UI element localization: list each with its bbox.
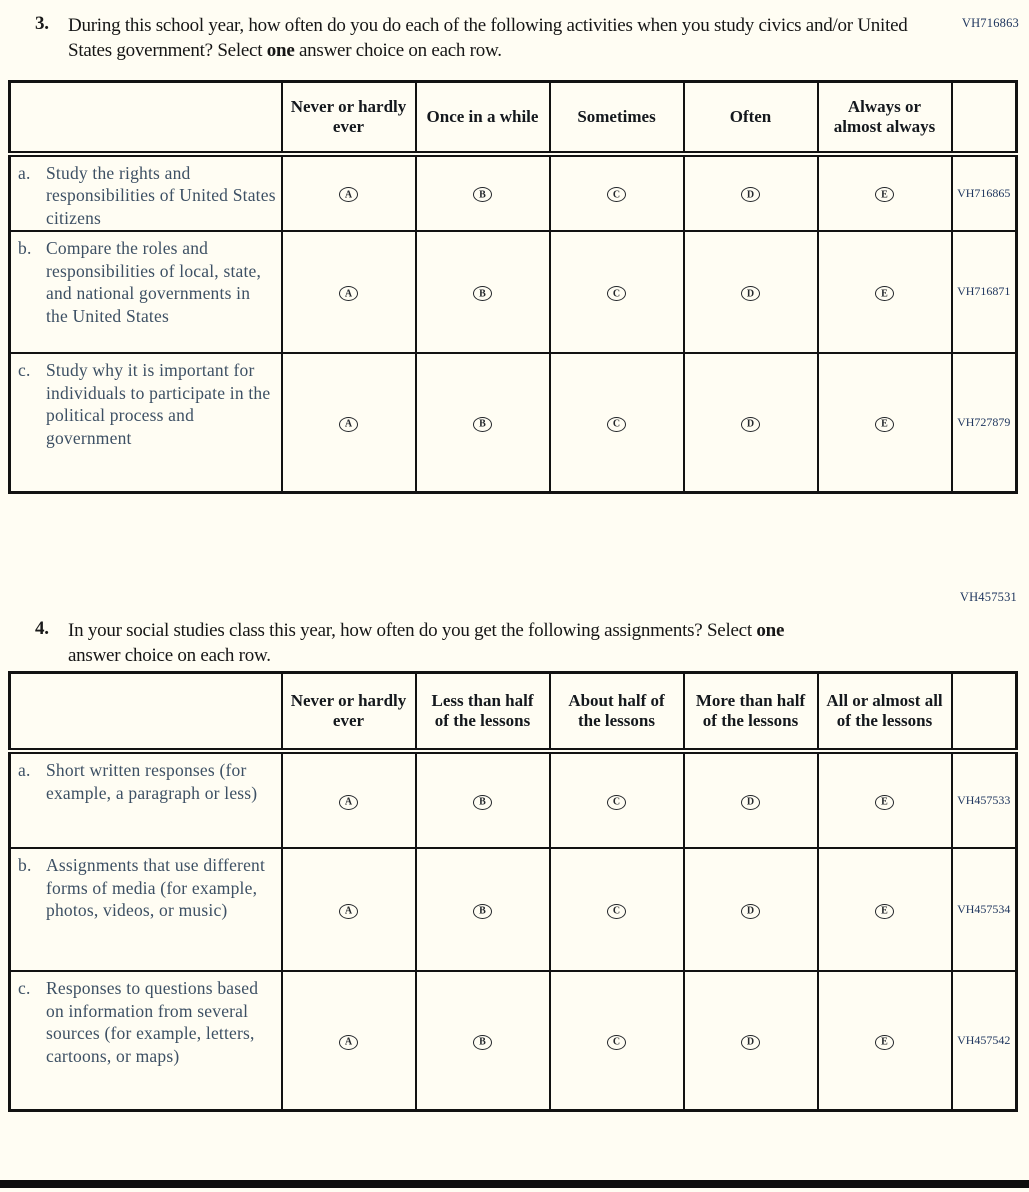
- q4a-option-b[interactable]: [416, 751, 550, 848]
- question3-text-end: answer choice on each row.: [294, 40, 502, 61]
- q3c-option-b[interactable]: [416, 353, 550, 493]
- answer-bubble-e[interactable]: E: [875, 187, 894, 202]
- q3b-option-b[interactable]: [416, 231, 550, 353]
- page-edge-bar: [0, 1180, 1029, 1188]
- q3b-option-e[interactable]: [818, 231, 952, 353]
- answer-bubble-c[interactable]: C: [607, 795, 626, 810]
- row-label: Study why it is important for individuals to participate in the political process and government: [46, 359, 271, 448]
- row-label-cell: [10, 848, 282, 971]
- header-never-hardly-ever: Never or hardly ever: [282, 82, 416, 154]
- answer-bubble-a[interactable]: A: [339, 1035, 358, 1050]
- q4a-option-a[interactable]: [282, 751, 416, 848]
- answer-bubble-b[interactable]: B: [473, 1035, 492, 1050]
- answer-bubble-d[interactable]: D: [741, 417, 760, 432]
- question4-header-row: [10, 673, 1017, 751]
- row-accession-code: VH457533: [952, 751, 1017, 848]
- q4b-option-a[interactable]: [282, 848, 416, 971]
- row-item-letter: b.: [18, 854, 32, 875]
- q3a-option-e[interactable]: [818, 154, 952, 231]
- question3-text: [68, 13, 910, 63]
- answer-bubble-c[interactable]: C: [607, 417, 626, 432]
- question3-text-bold: one: [266, 40, 295, 61]
- q4a-option-d[interactable]: [684, 751, 818, 848]
- q3a-option-b[interactable]: [416, 154, 550, 231]
- question4-number: 4.: [35, 618, 49, 640]
- answer-bubble-b[interactable]: B: [473, 795, 492, 810]
- table-row: [10, 848, 1017, 971]
- answer-bubble-e[interactable]: E: [875, 286, 894, 301]
- row-label: Responses to questions based on information from several sources (for example, letters, cartoons, or maps): [46, 977, 259, 1066]
- answer-bubble-e[interactable]: E: [875, 1035, 894, 1050]
- row-accession-code: VH716871: [952, 231, 1017, 353]
- table-row: [10, 231, 1017, 353]
- header-all-or-almost-all: All or almost all of the lessons: [818, 673, 952, 751]
- question3-header-row: [10, 82, 1017, 154]
- row-label-cell: [10, 154, 282, 231]
- q4c-option-e[interactable]: [818, 971, 952, 1111]
- answer-bubble-d[interactable]: D: [741, 286, 760, 301]
- row-item-letter: a.: [18, 162, 31, 183]
- row-label-cell: [10, 231, 282, 353]
- header-less-than-half: Less than half of the lessons: [416, 673, 550, 751]
- question4-text-bold: one: [756, 620, 785, 642]
- row-item-letter: c.: [18, 977, 31, 998]
- questionnaire-page: [0, 13, 1029, 1192]
- header-code-blank: [952, 673, 1017, 751]
- row-item-letter: a.: [18, 759, 31, 780]
- q4b-option-e[interactable]: [818, 848, 952, 971]
- answer-bubble-c[interactable]: C: [607, 187, 626, 202]
- header-often: Often: [684, 82, 818, 154]
- table-row: [10, 353, 1017, 493]
- q4c-option-c[interactable]: [550, 971, 684, 1111]
- table-row: [10, 751, 1017, 848]
- row-label: Compare the roles and responsibilities of local, state, and national governments in the United States: [46, 237, 262, 326]
- header-more-than-half: More than half of the lessons: [684, 673, 818, 751]
- question3-prompt: [35, 13, 910, 63]
- q4b-option-c[interactable]: [550, 848, 684, 971]
- q3b-option-d[interactable]: [684, 231, 818, 353]
- q3c-option-c[interactable]: [550, 353, 684, 493]
- header-code-blank: [952, 82, 1017, 154]
- table-row: [10, 971, 1017, 1111]
- answer-bubble-d[interactable]: D: [741, 904, 760, 919]
- answer-bubble-e[interactable]: E: [875, 795, 894, 810]
- q4b-option-b[interactable]: [416, 848, 550, 971]
- answer-bubble-a[interactable]: A: [339, 286, 358, 301]
- q3a-option-a[interactable]: [282, 154, 416, 231]
- q4b-option-d[interactable]: [684, 848, 818, 971]
- answer-bubble-a[interactable]: A: [339, 795, 358, 810]
- answer-bubble-a[interactable]: A: [339, 904, 358, 919]
- row-label: Assignments that use different forms of media (for example, photos, videos, or music): [46, 854, 266, 921]
- q4a-option-c[interactable]: [550, 751, 684, 848]
- row-label: Short written responses (for example, a paragraph or less): [46, 759, 258, 803]
- header-never-hardly-ever: Never or hardly ever: [282, 673, 416, 751]
- header-always-almost-always: Always or almost always: [818, 82, 952, 154]
- header-blank: [10, 82, 282, 154]
- row-accession-code: VH457534: [952, 848, 1017, 971]
- q3c-option-d[interactable]: [684, 353, 818, 493]
- row-item-letter: c.: [18, 359, 31, 380]
- question3-accession-code: VH716863: [961, 16, 1019, 30]
- row-item-letter: b.: [18, 237, 32, 258]
- row-label-cell: [10, 353, 282, 493]
- header-about-half: About half of the lessons: [550, 673, 684, 751]
- header-sometimes: Sometimes: [550, 82, 684, 154]
- row-accession-code: VH457542: [952, 971, 1017, 1111]
- answer-bubble-d[interactable]: D: [741, 187, 760, 202]
- answer-bubble-a[interactable]: A: [339, 187, 358, 202]
- table-row: [10, 154, 1017, 231]
- row-label-cell: [10, 971, 282, 1111]
- answer-bubble-e[interactable]: E: [875, 904, 894, 919]
- header-once-in-a-while: Once in a while: [416, 82, 550, 154]
- answer-bubble-b[interactable]: B: [473, 187, 492, 202]
- q3a-option-d[interactable]: [684, 154, 818, 231]
- answer-bubble-c[interactable]: C: [607, 286, 626, 301]
- answer-bubble-c[interactable]: C: [607, 904, 626, 919]
- q4c-option-a[interactable]: [282, 971, 416, 1111]
- header-blank: [10, 673, 282, 751]
- question3-table: [8, 80, 1018, 494]
- row-accession-code: VH727879: [952, 353, 1017, 493]
- answer-bubble-b[interactable]: B: [473, 904, 492, 919]
- question3-text-start: During this school year, how often do you do each of the following activities when you study civics and/or United States government? Select: [68, 15, 908, 61]
- answer-bubble-a[interactable]: A: [339, 417, 358, 432]
- q4c-option-d[interactable]: [684, 971, 818, 1111]
- q3a-option-c[interactable]: [550, 154, 684, 231]
- question4-text-end: answer choice on each row.: [68, 645, 271, 667]
- question4-text-start: In your social studies class this year, how often do you get the following assignments? Select: [68, 620, 757, 642]
- q4a-option-e[interactable]: [818, 751, 952, 848]
- answer-bubble-b[interactable]: B: [473, 417, 492, 432]
- row-label: Study the rights and responsibilities of United States citizens: [46, 162, 276, 228]
- question4-accession-code: VH457531: [959, 590, 1017, 605]
- answer-bubble-d[interactable]: D: [741, 795, 760, 810]
- q3b-option-a[interactable]: [282, 231, 416, 353]
- answer-bubble-d[interactable]: D: [741, 1035, 760, 1050]
- row-accession-code: VH716865: [952, 154, 1017, 231]
- question3-number: 3.: [35, 13, 49, 34]
- q4c-option-b[interactable]: [416, 971, 550, 1111]
- answer-bubble-e[interactable]: E: [875, 417, 894, 432]
- answer-bubble-c[interactable]: C: [607, 1035, 626, 1050]
- question4-prompt: [35, 618, 910, 668]
- q3c-option-a[interactable]: [282, 353, 416, 493]
- question4-table: [8, 671, 1018, 1112]
- answer-bubble-b[interactable]: B: [473, 286, 492, 301]
- q3c-option-e[interactable]: [818, 353, 952, 493]
- q3b-option-c[interactable]: [550, 231, 684, 353]
- row-label-cell: [10, 751, 282, 848]
- question4-text: [68, 618, 813, 668]
